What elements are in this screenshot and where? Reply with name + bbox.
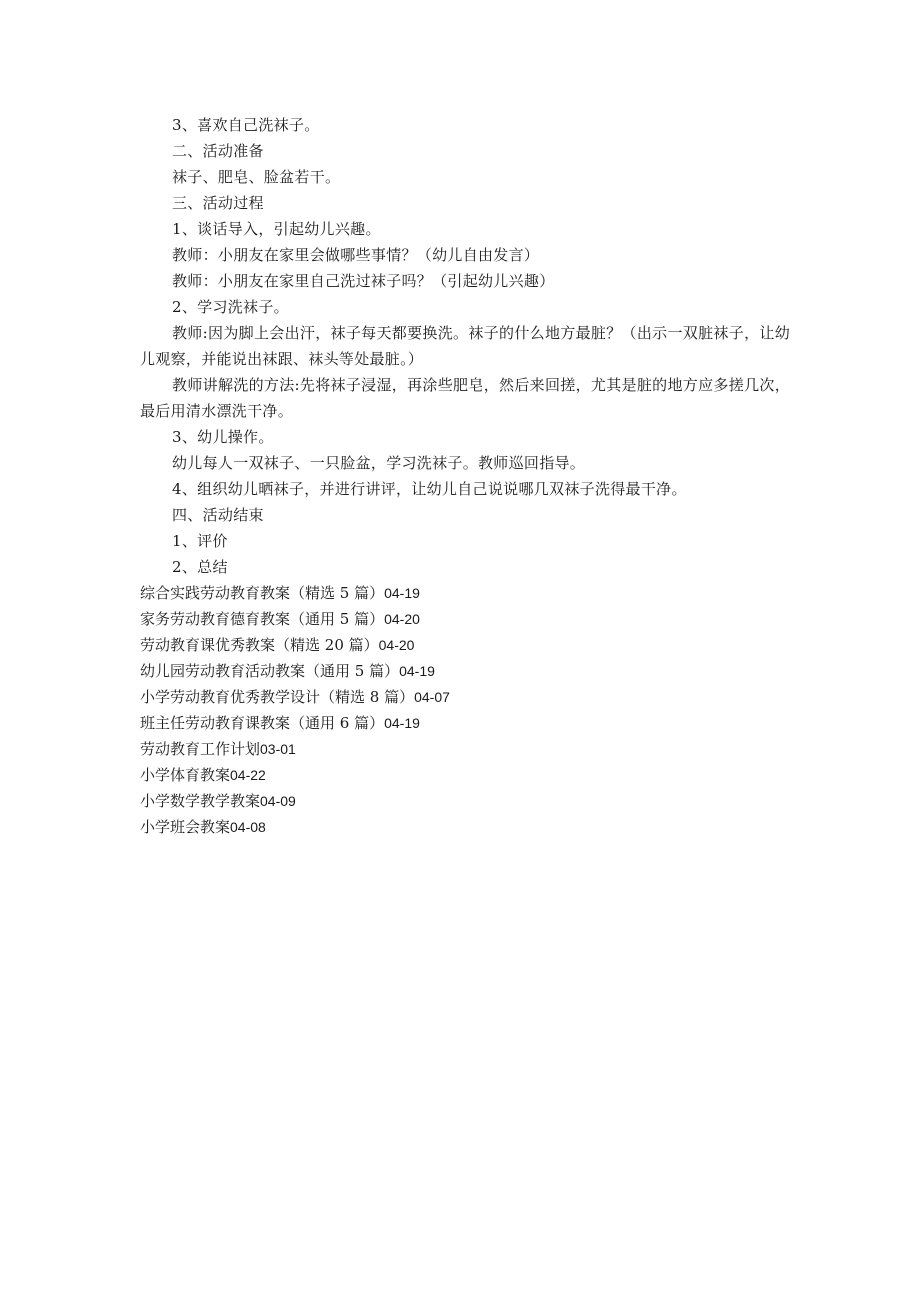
paragraph-summary: 2、总结 (172, 558, 228, 576)
related-link[interactable] (140, 736, 790, 762)
related-link-date: 04-19 (384, 715, 420, 731)
related-link-title: 家务劳动教育德育教案（通用 5 篇） (140, 610, 385, 628)
related-link-title: 幼儿园劳动教育活动教案（通用 5 篇） (140, 662, 400, 680)
paragraph-step-1: 1、谈话导入，引起幼儿兴趣。 (172, 220, 381, 238)
paragraph-children-practice: 幼儿每人一双袜子、一只脸盆，学习洗袜子。教师巡回指导。 (172, 454, 586, 472)
paragraph-step-2: 2、学习洗袜子。 (172, 298, 289, 316)
paragraph-teacher-explain-dirty: 教师:因为脚上会出汗，袜子每天都要换洗。袜子的什么地方最脏？（出示一双脏袜子，让幼儿观察，并能说出袜跟、袜头等处最脏。） (140, 324, 790, 368)
related-link[interactable] (140, 788, 790, 814)
related-link-date: 04-19 (384, 585, 420, 601)
related-link-title: 小学劳动教育优秀教学设计（精选 8 篇） (140, 688, 415, 706)
related-link-title: 综合实践劳动教育教案（精选 5 篇） (140, 584, 385, 602)
paragraph-teacher-question-2: 教师：小朋友在家里自己洗过袜子吗？（引起幼儿兴趣） (172, 272, 555, 290)
paragraph-teacher-wash-method: 教师讲解洗的方法:先将袜子浸湿，再涂些肥皂，然后来回搓，尤其是脏的地方应多搓几次，最后用清水漂洗干净。 (140, 376, 790, 420)
related-link-date: 04-07 (414, 689, 450, 705)
related-link-title: 班主任劳动教育课教案（通用 6 篇） (140, 714, 385, 732)
section-heading-end: 四、活动结束 (172, 506, 264, 524)
related-links-list (140, 580, 790, 840)
related-link-date: 04-20 (378, 637, 415, 653)
related-link-date: 04-09 (260, 793, 296, 809)
related-link[interactable] (140, 684, 790, 710)
related-link-date: 04-20 (384, 611, 420, 627)
related-link-title: 劳动教育工作计划 (140, 740, 261, 758)
document-body (140, 112, 790, 840)
related-link-title: 小学数学教学教案 (140, 792, 261, 810)
section-heading-process: 三、活动过程 (172, 194, 264, 212)
paragraph-goal-3: 3、喜欢自己洗袜子。 (172, 116, 320, 134)
paragraph-step-4: 4、组织幼儿晒袜子，并进行讲评，让幼儿自己说说哪几双袜子洗得最干净。 (172, 480, 687, 498)
related-link-title: 小学班会教案 (140, 818, 231, 836)
related-link[interactable] (140, 814, 790, 840)
related-link-date: 04-19 (399, 663, 435, 679)
related-link-title: 劳动教育课优秀教案（精选 20 篇） (140, 636, 379, 654)
related-link-title: 小学体育教案 (140, 766, 231, 784)
related-link[interactable] (140, 710, 790, 736)
related-link-date: 04-08 (230, 819, 266, 835)
related-link[interactable] (140, 606, 790, 632)
section-heading-preparation: 二、活动准备 (172, 142, 264, 160)
related-link[interactable] (140, 658, 790, 684)
related-link[interactable] (140, 762, 790, 788)
paragraph-step-3: 3、幼儿操作。 (172, 428, 274, 446)
paragraph-teacher-question-1: 教师：小朋友在家里会做哪些事情？（幼儿自由发言） (172, 246, 540, 264)
paragraph-evaluation: 1、评价 (172, 532, 228, 550)
related-link-date: 03-01 (260, 741, 296, 757)
related-link[interactable] (140, 580, 790, 606)
paragraph-materials: 袜子、肥皂、脸盆若干。 (172, 168, 341, 186)
related-link[interactable] (140, 632, 790, 658)
related-link-date: 04-22 (230, 767, 266, 783)
